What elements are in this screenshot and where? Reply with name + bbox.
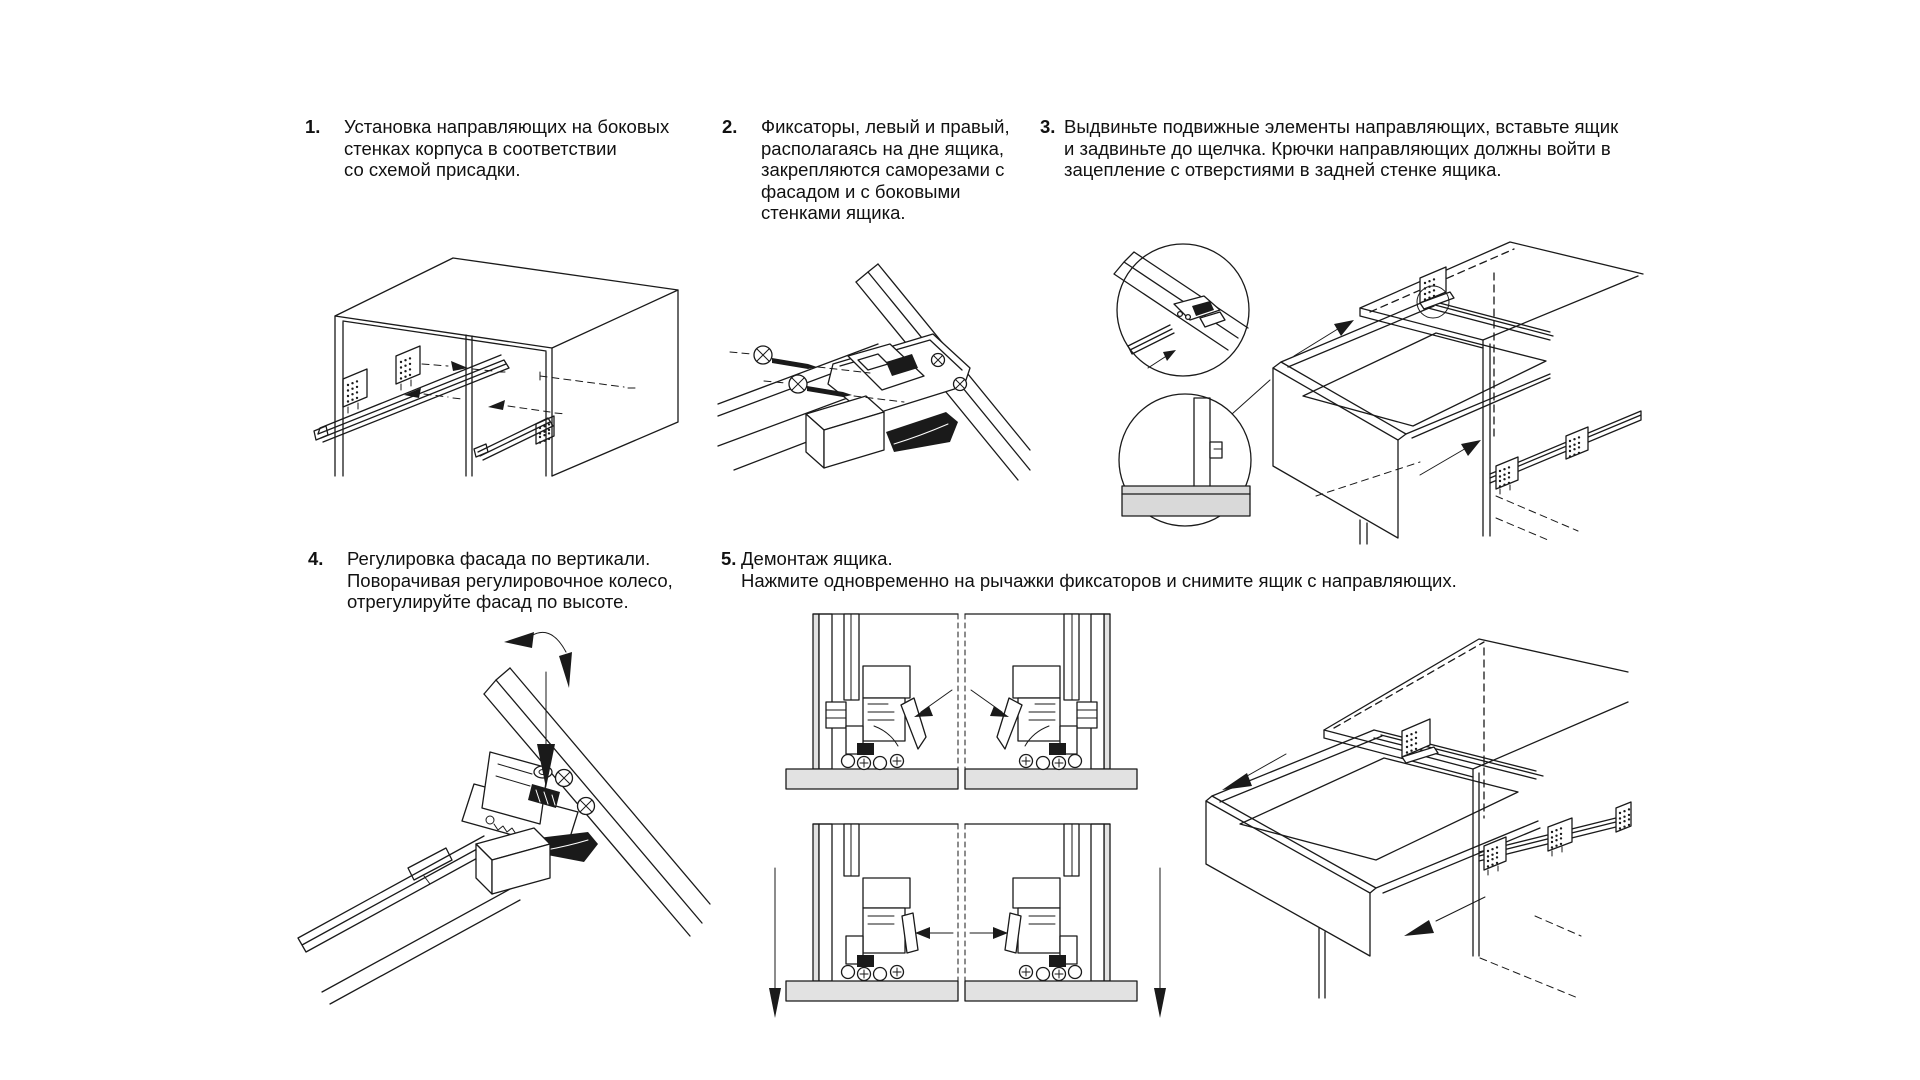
step-3-number: 3. [1040,116,1056,137]
step-5-text [721,548,1457,591]
release-lever [886,412,958,452]
step-3-text [1040,116,1618,181]
step-1-lines: Установка направляющих на боковых стенках корпуса в соответствии со схемой присадки. [344,116,670,181]
mounting-bracket-icon [343,369,367,413]
slide-rail-extended [1479,802,1631,875]
panel-lever-tilted [786,614,958,789]
step-1-text [305,116,669,181]
step-2-text [722,116,1010,224]
rear-hook-bracket [1402,719,1438,763]
screw-icon [754,346,817,369]
step-4-number: 4. [308,548,324,569]
slide-rail-extended [1490,411,1641,494]
drawer-box [1273,300,1553,544]
step-5-lines: Демонтаж ящика. Нажмите одновременно на рычажки фиксаторов и снимите ящик с направляющих. [741,548,1457,591]
detail-circle-bottom [1119,380,1270,526]
step-2-number: 2. [722,116,738,137]
illustration-step-4 [288,606,712,1052]
down-arrow-icon [769,868,781,1018]
step-4-lines: Регулировка фасада по вертикали. Поворачивая регулировочное колесо, отрегулируйте фасад по высоте. [347,548,673,613]
mounting-bracket-icon [396,346,420,390]
step-1-number: 1. [305,116,321,137]
detail-circle-top [1114,244,1249,376]
cabinet-body [1360,242,1643,540]
screw-head-icon [932,354,945,367]
screw-head-icon [578,798,595,815]
drawer-slide-right [474,416,554,460]
illustration-step-1 [290,238,710,500]
dashed-arrow-icon [404,361,635,414]
drawer-back-rim [1374,730,1543,779]
fixator-block [476,828,550,894]
press-arrow-icon [915,927,930,939]
illustration-step-5-panels [768,606,1192,1056]
step-2-lines: Фиксаторы, левый и правый, располагаясь на дне ящика, закрепляются саморезами с фасадом и с боковыми стенками ящика. [761,116,1010,224]
down-arrow-icon [1154,868,1166,1018]
screw-head-icon [556,770,573,787]
step-5-number: 5. [721,548,737,569]
detail-leader-line [1232,380,1270,414]
screw-head-icon [954,378,967,391]
panel-lever-pressed [786,824,958,1001]
step-4-text [308,548,673,613]
step-3-lines: Выдвиньте подвижные элементы направляющих, вставьте ящик и задвиньте до щелчка. Крючки направляющих должны войти в зацепление с отверстиями в задней стенке ящика. [1064,116,1619,181]
fixator-block [806,396,884,468]
illustration-step-3 [1098,228,1644,548]
illustration-step-2 [718,256,1030,510]
illustration-step-5-removal [1188,606,1632,1052]
